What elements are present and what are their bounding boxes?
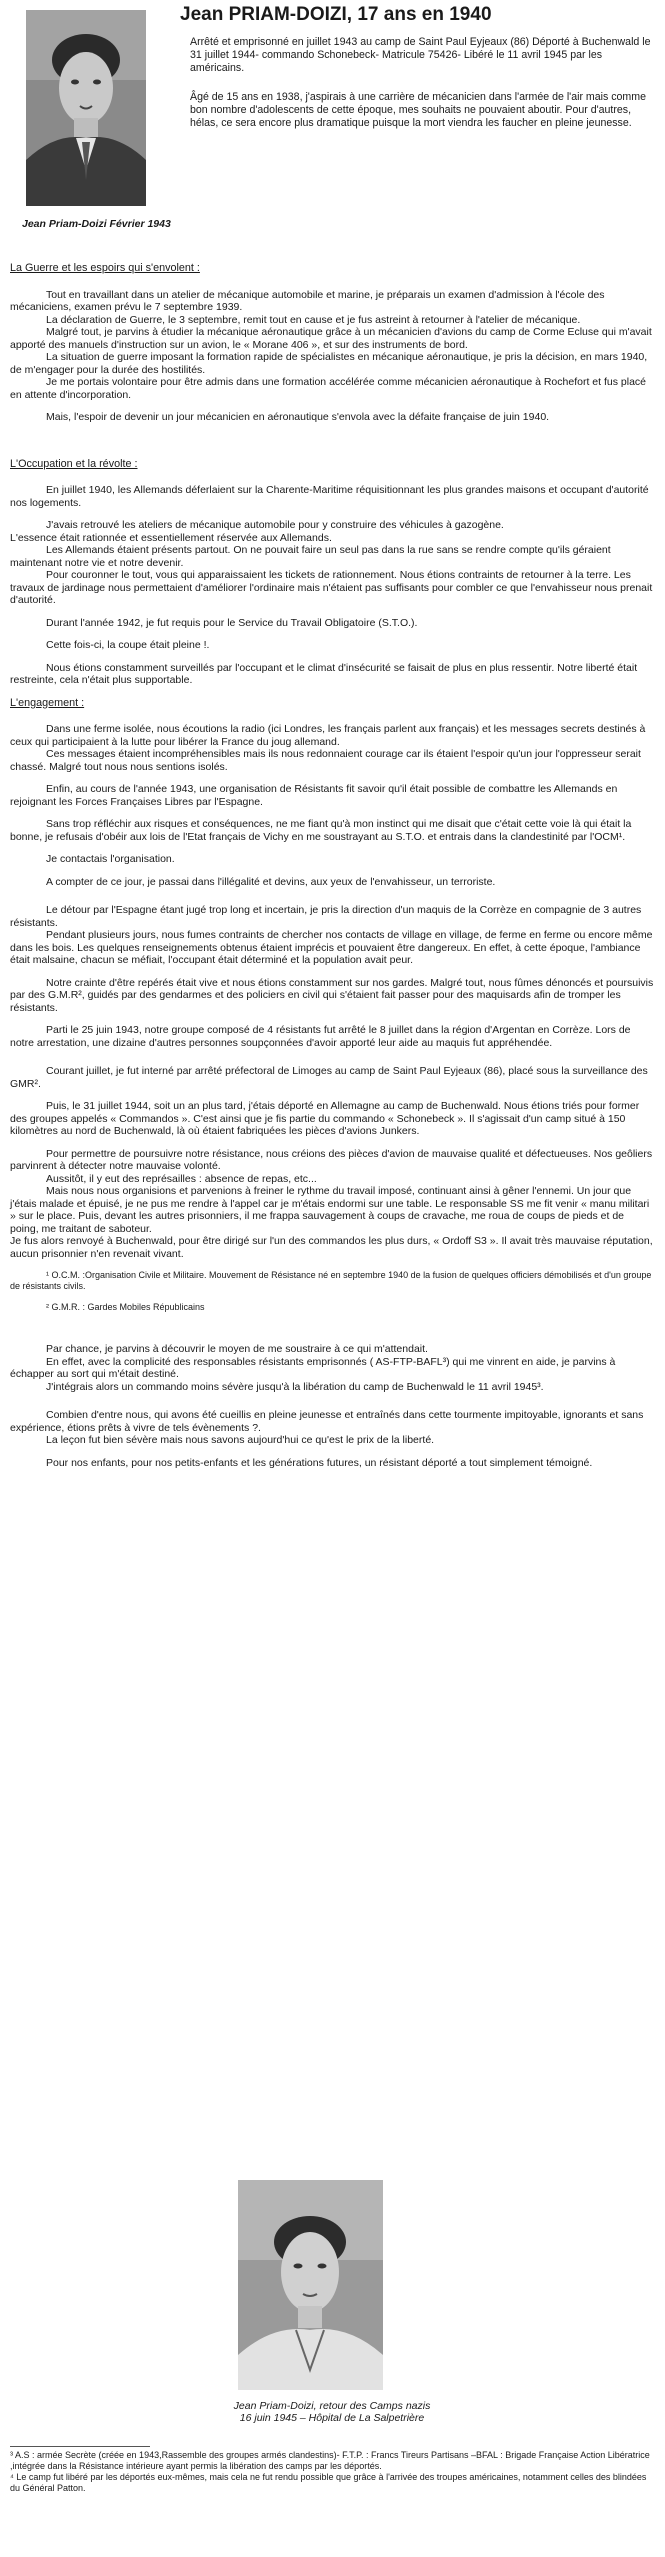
- paragraph: Enfin, au cours de l'année 1943, une organisation de Résistants fit savoir qu'il était possible de combattre les Allemands en rejoignant les Forces Françaises Libres par l'Espagne.: [10, 783, 618, 808]
- paragraph: Courant juillet, je fut interné par arrêté préfectoral de Limoges au camp de Saint Paul Eyjeaux (86), placé sous la surveillance des GMR².: [10, 1065, 648, 1090]
- portrait-photo-1943: [26, 10, 146, 206]
- paragraph: Ces messages étaient incompréhensibles mais ils nous redonnaient courage car ils étaient l'espoir qu'un jour l'oppresseur serait chassé. Malgré tout nous nous sentions isolés.: [10, 748, 641, 773]
- paragraph: Sans trop réfléchir aux risques et conséquences, ne me fiant qu'à mon instinct qui me disait que c'était cette voie là qui était la bonne, je refusais d'obéir aux lois de l'Etat français de Vichy en me soustrayant au S.T.O. et entrais dans la clandestinité par l'OCM¹.: [10, 818, 632, 843]
- paragraph: J'intégrais alors un commando moins sévère jusqu'à la libération du camp de Buchenwald le 11 avril 1945³.: [46, 1380, 544, 1393]
- paragraph: Pour nos enfants, pour nos petits-enfants et les générations futures, un résistant déporté a tout simplement témoigné.: [46, 1456, 593, 1469]
- intro-block: [190, 36, 652, 146]
- paragraph: A compter de ce jour, je passai dans l'illégalité et devins, aux yeux de l'envahisseur, un terroriste.: [46, 875, 496, 888]
- paragraph: Je fus alors renvoyé à Buchenwald, pour être dirigé sur l'un des commandos les plus durs, « Ordoff S3 ». Il avait très mauvaise réputation, aucun prisonnier n'en revenait vivant.: [10, 1235, 653, 1260]
- paragraph: Malgré tout, je parvins à étudier la mécanique aéronautique grâce à un mécanicien d'avions du camp de Corme Ecluse qui m'avait apporté des manuels d'instruction sur un avion, le « Morane 406 », et sur des instruments de bord.: [10, 326, 652, 351]
- paragraph: Dans une ferme isolée, nous écoutions la radio (ici Londres, les français parlent aux français) et les messages secrets destinés à ceux qui participaient à la lutte pour libérer la France du joug allemand.: [10, 723, 646, 748]
- portrait-caption: Jean Priam-Doizi Février 1943: [22, 218, 171, 230]
- portrait-caption: [172, 2400, 492, 2424]
- caption-line: Jean Priam-Doizi, retour des Camps nazis: [233, 2400, 431, 2412]
- footnote-divider: [10, 2446, 150, 2447]
- paragraph: Durant l'année 1942, je fut requis pour le Service du Travail Obligatoire (S.T.O.).: [46, 616, 418, 629]
- footnote: ³ A.S : armée Secrète (créée en 1943,Rassemble des groupes armés clandestins)- F.T.P. : Francs Tireurs Partisans –BFAL : Brigade Française Action Libératrice ,intégrée dans la Résistance intérieure ayant permis la libération des camps par les déportés.: [10, 2450, 650, 2471]
- paragraph: Aussitôt, il y eut des représailles : absence de repas, etc...: [46, 1172, 317, 1185]
- paragraph: Puis, le 31 juillet 1944, soit un an plus tard, j'étais déporté en Allemagne au camp de Buchenwald. Nous étions triés pour former des groupes appelés « Commandos ». C'est ainsi que je fis partie du commando « Schonebeck ». Il s'agissait d'un camp situé à 150 kilomètres au nord de Buchenwald, là où étaient fabriquées les pièces d'avions Junkers.: [10, 1100, 640, 1137]
- section-heading: L'Occupation et la révolte :: [10, 457, 138, 470]
- paragraph: Pour couronner le tout, vous qui apparaissaient les tickets de rationnement. Nous étions contraints de retourner à la terre. Les travaux de jardinage nous permettaient d'améliorer l'ordinaire mais n'étaient pas suffisants pour combler ce que l'envahisseur nous prenait d'autorité.: [10, 569, 653, 606]
- paragraph: Mais, l'espoir de devenir un jour mécanicien en aéronautique s'envola avec la défaite française de juin 1940.: [46, 411, 550, 423]
- caption-line: 16 juin 1945 – Hôpital de La Salpetrière: [239, 2412, 425, 2424]
- article-body: [10, 252, 655, 1479]
- footnote: ⁴ Le camp fut libéré par les déportés eux-mêmes, mais cela ne fut rendu possible que grâce à l'arrivée des troupes américaines, notamment celles des blindées du Général Patton.: [10, 2472, 647, 2493]
- paragraph: La déclaration de Guerre, le 3 septembre, remit tout en cause et je fus astreint à retourner à l'atelier de mécanique.: [46, 313, 581, 326]
- footnote: ² G.M.R. : Gardes Mobiles Républicains: [46, 1302, 205, 1312]
- paragraph: En juillet 1940, les Allemands déferlaient sur la Charente-Maritime réquisitionnant les plus grandes maisons et occupant d'autorité nos logements.: [10, 484, 649, 509]
- footnotes-block: [10, 2450, 650, 2494]
- section-heading: La Guerre et les espoirs qui s'envolent :: [10, 262, 200, 274]
- paragraph: Cette fois-ci, la coupe était pleine !.: [46, 639, 210, 651]
- paragraph: J'avais retrouvé les ateliers de mécanique automobile pour y construire des véhicules à gazogène.: [46, 519, 504, 531]
- paragraph: Pour permettre de poursuivre notre résistance, nous créions des pièces d'avion de mauvaise qualité et défectueuses. Nos geôliers parvinrent à détecter notre mauvaise volonté.: [10, 1147, 653, 1172]
- page-title: Jean PRIAM-DOIZI, 17 ans en 1940: [180, 4, 492, 25]
- footnote: ¹ O.C.M. :Organisation Civile et Militaire. Mouvement de Résistance né en septembre 1940 de la fusion de quelques officiers démobilisés et d'un groupe de résistants civils.: [10, 1270, 652, 1291]
- paragraph: Tout en travaillant dans un atelier de mécanique automobile et marine, je préparais un examen d'admission à l'école des mécaniciens, examen prévu le 7 septembre 1939.: [10, 288, 605, 313]
- paragraph: L'essence était rationnée et essentiellement réservée aux Allemands.: [10, 531, 332, 544]
- paragraph: Les Allemands étaient présents partout. On ne pouvait faire un seul pas dans la rue sans se rendre compte qu'ils géraient maintenant notre vie et notre devenir.: [10, 544, 611, 569]
- paragraph: En effet, avec la complicité des responsables résistants emprisonnés ( AS-FTP-BAFL³) qui me vinrent en aide, je parvins à échapper au sort qui m'était destiné.: [10, 1355, 616, 1380]
- paragraph: Le détour par l'Espagne étant jugé trop long et incertain, je pris la direction d'un maquis de la Corrèze en compagnie de 3 autres résistants.: [10, 904, 642, 929]
- intro-paragraph: Arrêté et emprisonné en juillet 1943 au camp de Saint Paul Eyjeaux (86) Déporté à Buchenwald le 31 juillet 1944- commando Schonebeck- Matricule 75426- Libéré le 11 avril 1945 par les américains.: [190, 36, 651, 74]
- portrait-photo-1945: [238, 2180, 383, 2390]
- paragraph: Combien d'entre nous, qui avons été cueillis en pleine jeunesse et entraînés dans cette tourmente impitoyable, ignorants et sans expérience, étions prêts à vivre de tels évènements ?.: [10, 1409, 644, 1434]
- paragraph: Je contactais l'organisation.: [46, 853, 175, 865]
- paragraph: Notre crainte d'être repérés était vive et nous étions constamment sur nos gardes. Malgré tout, nous fûmes dénoncés et poursuivis par des G.M.R², guidés par des gendarmes et des policiers en civil qui s'étaient fait passer pour des maquisards afin de tromper les résistants.: [10, 976, 654, 1014]
- paragraph: La leçon fut bien sévère mais nous savons aujourd'hui ce qu'est le prix de la liberté.: [46, 1434, 435, 1446]
- section-heading: L'engagement :: [10, 696, 85, 709]
- paragraph: Parti le 25 juin 1943, notre groupe composé de 4 résistants fut arrêté le 8 juillet dans la région d'Argentan en Corrèze. Lors de notre arrestation, une dizaine d'autres personnes soupçonnées d'avoir apporté leur aide au maquis fut appréhendée.: [10, 1024, 631, 1049]
- footnotes-block: [10, 1270, 655, 1313]
- paragraph: Pendant plusieurs jours, nous fumes contraints de chercher nos contacts de village en village, de ferme en ferme ou encore même dans les bois. Les quelques renseignements obtenus étaient imprécis et pouvaient être dangereux. En effet, à cette époque, l'ambiance était malsaine, chacun se méfiait, l'occupant était déterminé et la population avait peur.: [10, 929, 653, 966]
- paragraph: Nous étions constamment surveillés par l'occupant et le climat d'insécurité se faisait de plus en plus ressentir. Notre liberté était restreinte, cela n'était plus supportable.: [10, 661, 638, 686]
- paragraph: Mais nous nous organisions et parvenions à freiner le rythme du travail imposé, continuant ainsi à gêner l'ennemi. Un jour que j'étais malade et épuisé, je ne pus me rendre à l'appel car je m'étais endormi sur une table. Le responsable SS me fit venir « manu militari » sur le place. Puis, devant les autres prisonniers, il me frappa sauvagement à coups de cravache, me roua de coups de pieds et de poing, me traitant de saboteur.: [10, 1185, 650, 1235]
- intro-paragraph: Âgé de 15 ans en 1938, j'aspirais à une carrière de mécanicien dans l'armée de l'air mais comme bon nombre d'adolescents de cette époque, mes souhaits ne pouvaient aboutir. Pour d'autres, hélas, ce sera encore plus dramatique puisque la mort viendra les faucher en pleine jeunesse.: [190, 91, 646, 129]
- paragraph: Je me portais volontaire pour être admis dans une formation accélérée comme mécanicien aéronautique à Rochefort et fus placé en attente d'incorporation.: [10, 376, 646, 401]
- paragraph: La situation de guerre imposant la formation rapide de spécialistes en mécanique aéronautique, je pris la décision, en mars 1940, de m'engager pour la durée des hostilités.: [10, 351, 648, 376]
- paragraph: Par chance, je parvins à découvrir le moyen de me soustraire à ce qui m'attendait.: [46, 1343, 428, 1355]
